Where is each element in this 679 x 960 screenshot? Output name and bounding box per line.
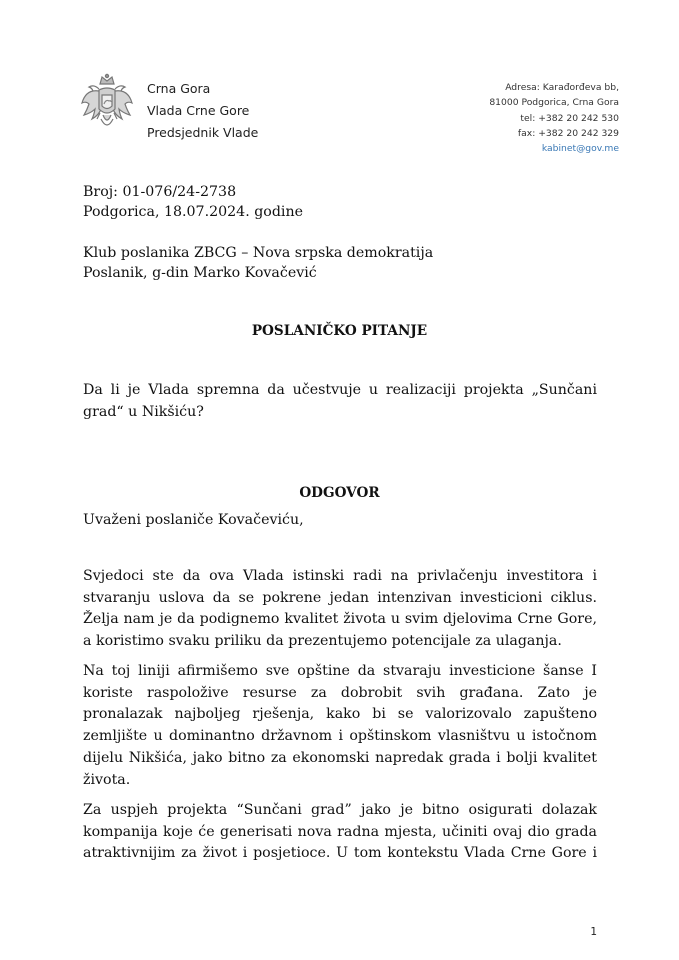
reference-date: Podgorica, 18.07.2024. godine (83, 203, 303, 220)
question-line: Da li je Vlada spremna da učestvuje u realizaciji projekta „Sunčani (83, 382, 597, 398)
recipient-block (83, 244, 433, 283)
answer-paragraph-3 (83, 800, 597, 865)
paragraph-line: Na toj liniji afirmišemo sve opštine da stvaraju investicione šanse I (83, 663, 597, 679)
institution-block (147, 78, 258, 144)
contact-block (489, 80, 619, 156)
paragraph-line: stvaranju uslova da se pokrene jedan intenzivan investicioni ciklus. (83, 589, 597, 606)
answer-paragraph-1 (83, 566, 597, 653)
question-line: grad“ u Nikšiću? (83, 403, 204, 420)
paragraph-line: zemljište u dominantno državnom i opštinskom vlasništvu u istočnom (83, 728, 597, 745)
institution-office: Predsjednik Vlade (147, 125, 259, 140)
montenegro-coat-of-arms-icon (80, 73, 134, 135)
paragraph-line: kompanija koje će generisati nova radna mjesta, učiniti ovaj dio grada (83, 823, 597, 840)
institution-country: Crna Gora (147, 81, 211, 96)
question-heading: POSLANIČKO PITANJE (251, 323, 428, 339)
recipient-mp: Poslanik, g-din Marko Kovačević (83, 264, 317, 281)
paragraph-line: života. (83, 771, 131, 788)
reference-number: Broj: 01-076/24-2738 (83, 184, 237, 200)
contact-fax: fax: +382 20 242 329 (517, 127, 619, 139)
contact-tel: tel: +382 20 242 530 (520, 112, 619, 124)
paragraph-line: pronalazak najboljeg rješenja, kako bi se valorizovalo zapušteno (83, 706, 597, 723)
answer-heading: ODGOVOR (299, 485, 380, 501)
paragraph-line: Za uspjeh projekta “Sunčani grad” jako je bitno osigurati dolazak (83, 802, 597, 818)
paragraph-line: Želja nam je da podignemo kvalitet života u svim djelovima Crne Gore, (83, 611, 597, 628)
contact-address-line1: Adresa: Karađorđeva bb, (505, 82, 619, 93)
answer-salutation: Uvaženi poslaniče Kovačeviću, (83, 512, 304, 528)
paragraph-line: Svjedoci ste da ova Vlada istinski radi na privlačenju investitora i (83, 568, 597, 584)
question-text (83, 380, 597, 423)
contact-address-line2: 81000 Podgorica, Crna Gora (489, 97, 619, 109)
paragraph-line: dijelu Nikšića, jako bitno za ekonomski napredak grada i bolji kvalitet (83, 749, 597, 766)
institution-government: Vlada Crne Gore (147, 103, 250, 118)
reference-block (83, 183, 303, 222)
paragraph-line: koriste raspoložive resurse za dobrobit svih građana. Zato je (83, 684, 597, 701)
recipient-club: Klub poslanika ZBCG – Nova srpska demokratija (83, 245, 434, 261)
page-number: 1 (590, 926, 597, 938)
contact-email-link[interactable]: kabinet@gov.me (541, 143, 619, 155)
answer-paragraph-2 (83, 661, 597, 791)
paragraph-line: atraktivnijim za život i posjetioce. U tom kontekstu Vlada Crne Gore i (83, 845, 597, 862)
paragraph-line: a koristimo svaku priliku da prezentujemo potencijale za ulaganja. (83, 633, 562, 650)
